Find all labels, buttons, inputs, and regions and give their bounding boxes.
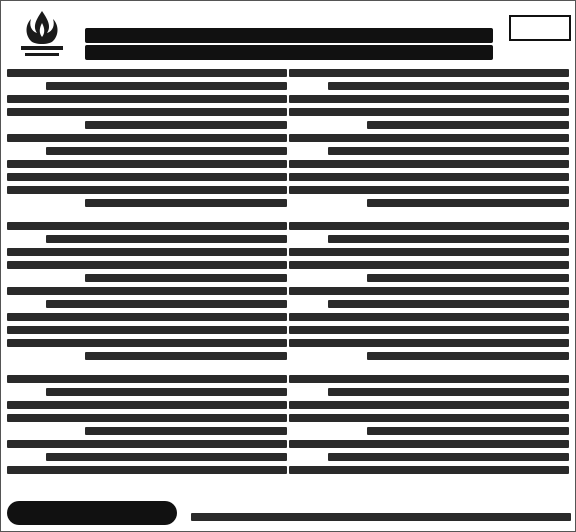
text-line xyxy=(289,313,569,321)
text-line xyxy=(289,222,569,230)
logo-bar xyxy=(21,46,63,50)
text-line xyxy=(289,248,569,256)
text-line xyxy=(7,134,287,142)
text-line xyxy=(46,453,287,461)
text-line xyxy=(85,427,287,435)
text-line xyxy=(328,235,569,243)
text-line xyxy=(289,160,569,168)
text-line xyxy=(7,173,287,181)
text-line xyxy=(7,186,287,194)
text-line xyxy=(7,326,287,334)
text-line xyxy=(289,261,569,269)
text-line xyxy=(7,160,287,168)
text-line xyxy=(367,427,569,435)
text-line xyxy=(46,235,287,243)
text-line xyxy=(289,108,569,116)
text-line xyxy=(289,134,569,142)
text-line xyxy=(7,466,287,474)
text-line xyxy=(289,339,569,347)
text-line xyxy=(367,199,569,207)
text-line xyxy=(289,95,569,103)
text-line xyxy=(7,440,287,448)
text-line xyxy=(367,352,569,360)
footer-banner xyxy=(7,501,177,525)
text-line xyxy=(7,287,287,295)
left-text-column xyxy=(7,65,287,495)
logo-bar xyxy=(25,53,59,56)
text-line xyxy=(328,388,569,396)
text-line xyxy=(85,121,287,129)
footer-note xyxy=(191,509,571,526)
text-line xyxy=(85,352,287,360)
text-line xyxy=(289,401,569,409)
text-line xyxy=(289,326,569,334)
text-line xyxy=(46,147,287,155)
text-line xyxy=(7,375,287,383)
text-line xyxy=(289,440,569,448)
text-line xyxy=(328,300,569,308)
right-text-column xyxy=(289,65,569,495)
company-logo xyxy=(7,7,77,59)
text-line xyxy=(7,212,287,218)
text-line xyxy=(289,212,569,218)
flame-icon xyxy=(27,11,58,44)
text-line xyxy=(289,365,569,371)
text-line xyxy=(289,414,569,422)
text-line xyxy=(7,69,287,77)
text-line xyxy=(85,199,287,207)
text-line xyxy=(46,300,287,308)
text-line xyxy=(289,466,569,474)
text-line xyxy=(46,82,287,90)
tender-number-banner xyxy=(85,28,493,43)
text-line xyxy=(7,95,287,103)
text-line xyxy=(7,365,287,371)
text-line xyxy=(7,339,287,347)
text-line xyxy=(7,248,287,256)
text-line xyxy=(367,121,569,129)
text-line xyxy=(367,274,569,282)
text-line xyxy=(7,108,287,116)
text-line xyxy=(7,414,287,422)
text-line xyxy=(328,82,569,90)
text-line xyxy=(85,274,287,282)
text-line xyxy=(289,287,569,295)
text-line xyxy=(289,375,569,383)
text-line xyxy=(46,388,287,396)
text-line xyxy=(7,222,287,230)
text-line xyxy=(7,401,287,409)
edition-badge xyxy=(509,15,571,41)
text-line xyxy=(289,173,569,181)
text-line xyxy=(289,69,569,77)
text-line xyxy=(328,453,569,461)
text-line xyxy=(328,147,569,155)
text-line xyxy=(289,186,569,194)
setadiran-number-banner xyxy=(85,45,493,60)
text-line xyxy=(7,261,287,269)
text-line xyxy=(7,313,287,321)
